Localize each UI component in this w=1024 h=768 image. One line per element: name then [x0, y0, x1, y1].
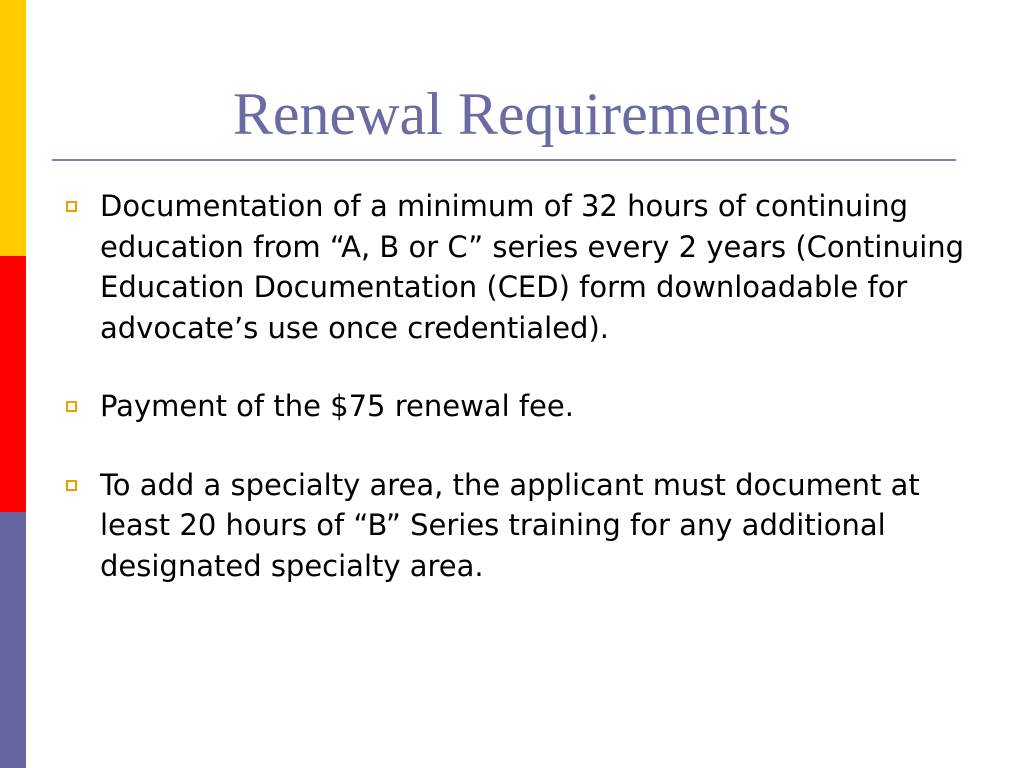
side-accent-bar: [0, 0, 26, 768]
slide-title: Renewal Requirements: [232, 81, 792, 147]
bullet-list: [60, 186, 980, 624]
square-bullet-icon: [66, 201, 77, 212]
side-bar-yellow-segment: [0, 0, 26, 256]
bullet-item: [60, 386, 980, 427]
bullet-text: Documentation of a minimum of 32 hours of continuing education from “A, B or C” series every 2 years (Continuing Education Documentation (CED) form downloadable for advocate’s use once credentialed).: [100, 189, 965, 345]
square-bullet-icon: [66, 480, 77, 491]
bullet-text: To add a specialty area, the applicant must document at least 20 hours of “B” Series training for any additional designated specialty area.: [100, 467, 920, 583]
side-bar-purple-segment: [0, 512, 26, 768]
title-divider: [52, 159, 956, 161]
side-bar-red-segment: [0, 256, 26, 512]
bullet-item: [60, 186, 980, 348]
square-bullet-icon: [66, 401, 77, 412]
bullet-item: [60, 465, 980, 587]
bullet-text: Payment of the $75 renewal fee.: [100, 389, 574, 423]
